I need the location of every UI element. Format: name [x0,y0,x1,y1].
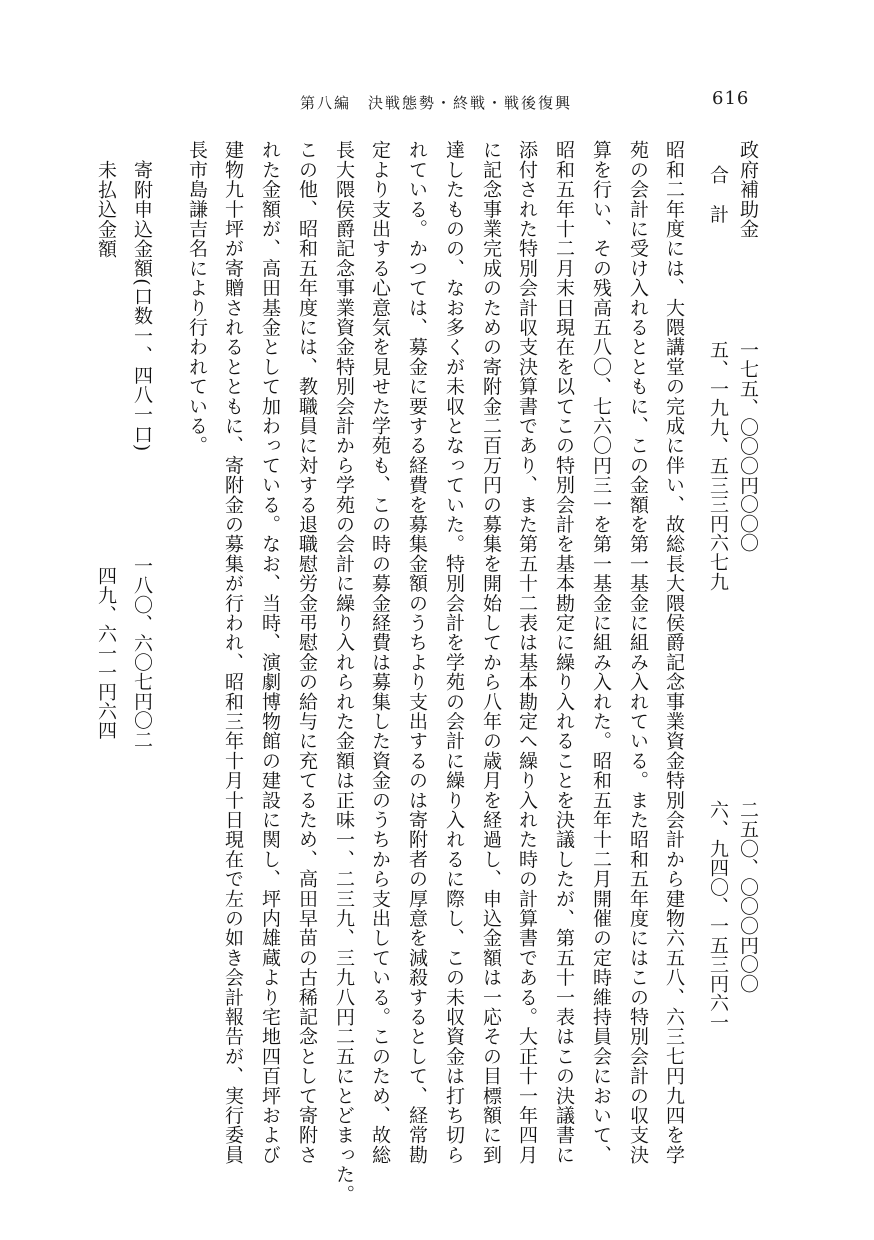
total-value-1: 五、一九九、五三三円六七九 [707,340,729,591]
subsidy-value-2: 二五〇、〇〇〇円〇〇 [737,800,759,993]
body-line-12: れた金額が、高田基金として加わっている。なお、当時、演劇博物館の建設に関し、坪内雄蔵より宅地四百坪および [259,140,281,1165]
body-line-1: 昭和二年度には、大隈講堂の完成に伴い、故総長大隈侯爵記念事業資金特別会計から建物六五八、六三七円九四を学 [663,140,685,1165]
donation-pledge-value: 一八〇、六〇七円〇二 [131,556,153,749]
subsidy-label: 政府補助金 [737,140,759,239]
body-line-3: 算を行い、その残高五八〇、七六〇円三一を第一基金に組み入れた。昭和五年十二月開催の定時維持員会において、 [590,140,612,1165]
unpaid-amount-value: 四九、六一一円六四 [95,566,117,740]
body-line-6: に記念事業完成のための寄附金二百万円の募集を開始してから八年の歳月を経過し、申込金額は一応その目標額に到 [480,140,502,1165]
body-line-4: 昭和五年十二月末日現在を以てこの特別会計を基本勘定に繰り入れることを決議したが、第五十一表はこの決議書に [553,140,575,1165]
body-line-5: 添付された特別会計収支決算書であり、また第五十二表は基本勘定へ繰り入れた時の計算書である。大正十一年四月 [516,140,538,1165]
body-line-7: 達したものの、なお多くが未収となっていた。特別会計を学苑の会計に繰り入れるに際し、この未収資金は打ち切ら [443,140,465,1165]
body-line-8: れている。かつては、募金に要する経費を募集金額のうちより支出するのは寄附者の厚意を減殺するとして、経常勘 [406,140,428,1165]
total-value-2: 六、九四〇、一五三円六一 [707,800,729,1032]
body-line-2: 苑の会計に受け入れるとともに、この金額を第一基金に組み入れている。また昭和五年度にはこの特別会計の収支決 [627,140,649,1165]
page-number: 616 [712,88,750,109]
donation-pledge-label: 寄附申込金額(口数一、四八一口) [131,160,153,453]
body-line-10: 長大隈侯爵記念事業資金特別会計から学苑の会計に繰り入れられた金額は正味一、二三九、三九八円二五にとどまった。 [333,140,355,1204]
unpaid-amount-label: 未払込金額 [95,160,117,259]
running-header: 第八編 決戦態勢・終戦・戦後復興 [300,94,573,112]
body-line-13: 建物九十坪が寄贈されるとともに、寄附金の募集が行われ、昭和三年十月十日現在で左の如き会計報告が、実行委員 [222,140,244,1165]
total-label: 合 計 [707,165,729,225]
subsidy-value-1: 一七五、〇〇〇円〇〇〇 [737,340,759,553]
body-line-14: 長市島謙吉名により行われている。 [186,140,208,456]
body-line-9: 定より支出する心意気を見せた学苑も、この時の募金経費は募集した資金のうちから支出している。このため、故総 [369,140,391,1165]
body-line-11: この他、昭和五年度には、教職員に対する退職慰労金弔慰金の給与に充てるため、高田早苗の古稀記念として寄附さ [296,140,318,1165]
